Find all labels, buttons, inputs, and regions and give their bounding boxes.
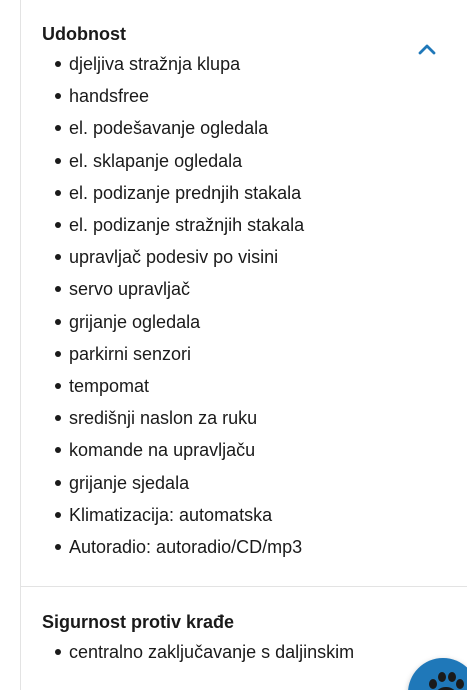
list-item: središnji naslon za ruku [42,402,466,434]
section-title[interactable]: Sigurnost protiv krađe [42,612,235,632]
list-item: upravljač podesiv po visini [42,241,466,273]
feature-list [42,636,467,668]
paw-icon [408,658,467,690]
list-item: djeljiva stražnja klupa [42,48,466,80]
list-item: tempomat [42,370,466,402]
section-title[interactable]: Udobnost [42,24,126,44]
list-item: grijanje ogledala [42,306,466,338]
list-item: el. podizanje stražnjih stakala [42,209,466,241]
list-item: centralno zaključavanje s daljinskim [42,636,467,668]
list-item: komande na upravljaču [42,434,466,466]
section-divider [21,586,467,587]
list-item: Klimatizacija: automatska [42,499,466,531]
list-item: el. podizanje prednjih stakala [42,177,466,209]
feature-list [42,48,466,563]
section-udobnost [21,0,466,563]
floating-action-button[interactable] [408,658,467,690]
list-item: grijanje sjedala [42,467,466,499]
section-sigurnost-protiv-krade [21,610,467,668]
list-item: handsfree [42,80,466,112]
list-item: parkirni senzori [42,338,466,370]
features-card [20,0,466,690]
list-item: el. sklapanje ogledala [42,145,466,177]
list-item: Autoradio: autoradio/CD/mp3 [42,531,466,563]
list-item: el. podešavanje ogledala [42,112,466,144]
list-item: servo upravljač [42,273,466,305]
